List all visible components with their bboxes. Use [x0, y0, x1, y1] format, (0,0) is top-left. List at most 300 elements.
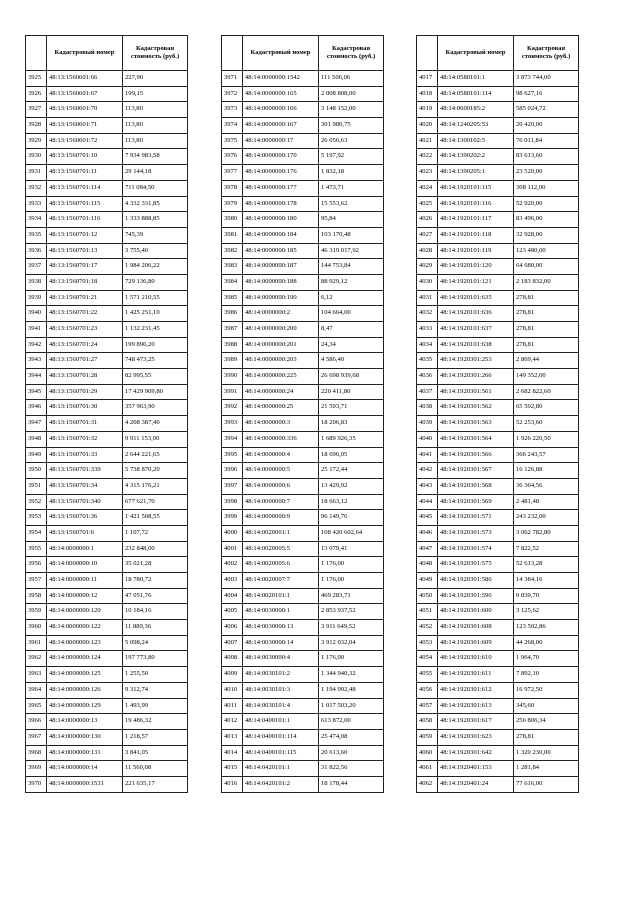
row-number: 3965 — [26, 698, 47, 714]
cadastral-number: 48:13:1560601:71 — [47, 118, 123, 134]
table-row — [222, 573, 384, 589]
cadastral-number: 48:14:1920301:610 — [438, 651, 514, 667]
row-number: 4029 — [417, 259, 438, 275]
row-number: 4054 — [417, 651, 438, 667]
row-number: 4057 — [417, 698, 438, 714]
row-number: 3983 — [222, 259, 243, 275]
cadastral-number: 48:13:1560701:340 — [47, 494, 123, 510]
cadastral-number: 48:14:0000000:180 — [243, 212, 319, 228]
row-number: 4015 — [222, 761, 243, 777]
cadastral-number: 48:13:1560701:23 — [47, 322, 123, 338]
cadastral-number: 48:14:1920301:611 — [438, 667, 514, 683]
cadastral-number: 48:13:1560701:12 — [47, 227, 123, 243]
row-number: 3998 — [222, 494, 243, 510]
table-row — [417, 400, 579, 416]
table-row — [417, 369, 579, 385]
table-row — [26, 118, 188, 134]
cadastral-number: 48:14:1920101:115 — [438, 180, 514, 196]
cadastral-value: 1 281,84 — [514, 761, 579, 777]
row-number: 3962 — [26, 651, 47, 667]
cadastral-value: 1 320 230,00 — [514, 745, 579, 761]
cadastral-number: 48:14:0030000:13 — [243, 620, 319, 636]
number-header — [222, 36, 243, 71]
table-row — [26, 541, 188, 557]
row-number: 4053 — [417, 635, 438, 651]
cadastral-number: 48:13:1560601:70 — [47, 102, 123, 118]
cadastral-value: 83 496,00 — [514, 212, 579, 228]
row-number: 3925 — [26, 71, 47, 87]
row-number: 3993 — [222, 416, 243, 432]
row-number: 3945 — [26, 384, 47, 400]
cadastral-value: 18 696,05 — [319, 447, 384, 463]
table-row — [417, 698, 579, 714]
cadastral-number: 48:14:0000000:10 — [47, 557, 123, 573]
table-row — [26, 369, 188, 385]
cadastral-value: 83 613,60 — [514, 149, 579, 165]
cadastral-value: 4 315 176,21 — [123, 478, 188, 494]
row-number: 4028 — [417, 243, 438, 259]
row-number: 3938 — [26, 274, 47, 290]
table-row — [222, 729, 384, 745]
table-row — [417, 196, 579, 212]
cadastral-value: 26 698 939,68 — [319, 369, 384, 385]
row-number: 3956 — [26, 557, 47, 573]
table-row — [26, 71, 188, 87]
cadastral-number: 48:14:1920301:253 — [438, 353, 514, 369]
cadastral-value: 2 853 937,52 — [319, 604, 384, 620]
table-row — [26, 729, 188, 745]
cadastral-value: 357 963,90 — [123, 400, 188, 416]
cadastral-number: 48:14:1920301:561 — [438, 384, 514, 400]
table-row — [417, 86, 579, 102]
number-header — [26, 36, 47, 71]
cadastral-value: 1 255,50 — [123, 667, 188, 683]
cadastral-value: 4 208 387,40 — [123, 416, 188, 432]
table-row — [222, 635, 384, 651]
table-row — [26, 745, 188, 761]
cadastral-value: 5 738 870,20 — [123, 463, 188, 479]
cadastral-value: 123 502,86 — [514, 620, 579, 636]
table-row — [222, 274, 384, 290]
cadastral-number: 48:14:0000000:5 — [243, 463, 319, 479]
table-row — [222, 369, 384, 385]
row-number: 3958 — [26, 588, 47, 604]
row-number: 3927 — [26, 102, 47, 118]
cadastral-value: 278,81 — [514, 306, 579, 322]
cadastral-value: 15 553,62 — [319, 196, 384, 212]
cadastral-value: 111 506,06 — [319, 71, 384, 87]
cadastral-value: 345,60 — [514, 698, 579, 714]
cadastral-value: 1 832,18 — [319, 165, 384, 181]
cadastral-number-header: Кадастровый номер — [243, 36, 319, 71]
row-number: 3964 — [26, 682, 47, 698]
table-row — [222, 71, 384, 87]
cadastral-value: 113,80 — [123, 118, 188, 134]
row-number: 3936 — [26, 243, 47, 259]
table-row — [222, 384, 384, 400]
table-row — [26, 714, 188, 730]
cadastral-number: 48:14:1920301:568 — [438, 478, 514, 494]
cadastral-number: 48:14:1920101:636 — [438, 306, 514, 322]
row-number: 3941 — [26, 322, 47, 338]
table-row — [222, 86, 384, 102]
cadastral-value: 3 125,62 — [514, 604, 579, 620]
row-number: 4036 — [417, 369, 438, 385]
row-number: 4000 — [222, 525, 243, 541]
cadastral-value: 18 206,83 — [319, 416, 384, 432]
cadastral-value: 278,81 — [514, 322, 579, 338]
table-row — [222, 667, 384, 683]
cadastral-number: 48:14:1920101:635 — [438, 290, 514, 306]
cadastral-value: 1 689 926,35 — [319, 431, 384, 447]
cadastral-number: 48:14:0000000:184 — [243, 227, 319, 243]
table-row — [222, 337, 384, 353]
row-number: 3973 — [222, 102, 243, 118]
row-number: 4056 — [417, 682, 438, 698]
row-number: 3954 — [26, 525, 47, 541]
table-row — [26, 478, 188, 494]
table-row — [222, 431, 384, 447]
cadastral-value: 20 613,60 — [319, 745, 384, 761]
cadastral-value-header: Кадастровая стоимость (руб.) — [514, 36, 579, 71]
table-row — [417, 384, 579, 400]
cadastral-value: 2 682 822,60 — [514, 384, 579, 400]
table-row — [222, 776, 384, 792]
table-row — [222, 416, 384, 432]
table-row — [417, 180, 579, 196]
cadastral-value: 95,84 — [319, 212, 384, 228]
cadastral-number: 48:14:0020001:1 — [243, 525, 319, 541]
cadastral-value: 77 616,00 — [514, 776, 579, 792]
cadastral-value: 47 051,76 — [123, 588, 188, 604]
table-row — [26, 682, 188, 698]
row-number: 4024 — [417, 180, 438, 196]
table-row — [417, 541, 579, 557]
cadastral-number: 48:14:1920101:119 — [438, 243, 514, 259]
cadastral-value: 308 112,00 — [514, 180, 579, 196]
row-number: 3957 — [26, 573, 47, 589]
cadastral-number: 48:14:0000000:6 — [243, 478, 319, 494]
row-number: 4017 — [417, 71, 438, 87]
cadastral-value: 745,39 — [123, 227, 188, 243]
row-number: 3932 — [26, 180, 47, 196]
cadastral-value: 199,15 — [123, 86, 188, 102]
table-row — [222, 557, 384, 573]
cadastral-value: 35 021,28 — [123, 557, 188, 573]
cadastral-number: 48:14:0000000:9 — [243, 510, 319, 526]
table-row — [222, 149, 384, 165]
cadastral-value: 82 995,55 — [123, 369, 188, 385]
table-row — [417, 447, 579, 463]
table-row — [26, 306, 188, 322]
cadastral-number: 48:14:1920301:567 — [438, 463, 514, 479]
table-row — [222, 682, 384, 698]
cadastral-number: 48:14:1920401:24 — [438, 776, 514, 792]
row-number: 4050 — [417, 588, 438, 604]
row-number: 4035 — [417, 353, 438, 369]
table-row — [417, 494, 579, 510]
cadastral-table-1 — [25, 35, 188, 793]
table-row — [26, 604, 188, 620]
table-header-row — [417, 36, 579, 71]
cadastral-value: 5 197,92 — [319, 149, 384, 165]
cadastral-value: 1 425 251,10 — [123, 306, 188, 322]
cadastral-value: 24,34 — [319, 337, 384, 353]
row-number: 3949 — [26, 447, 47, 463]
row-number: 3950 — [26, 463, 47, 479]
cadastral-number: 48:14:1920101:120 — [438, 259, 514, 275]
table-row — [222, 604, 384, 620]
table-row — [417, 745, 579, 761]
cadastral-number: 48:13:1560701:36 — [47, 510, 123, 526]
row-number: 4030 — [417, 274, 438, 290]
table-row — [417, 71, 579, 87]
cadastral-value: 98 627,16 — [514, 86, 579, 102]
table-row — [26, 353, 188, 369]
cadastral-value: 677 621,70 — [123, 494, 188, 510]
cadastral-number: 48:14:0000000:123 — [47, 635, 123, 651]
cadastral-number: 48:14:1300102:5 — [438, 133, 514, 149]
cadastral-value: 227,90 — [123, 71, 188, 87]
table-row — [26, 400, 188, 416]
table-row — [417, 620, 579, 636]
row-number: 3980 — [222, 212, 243, 228]
cadastral-number: 48:14:1920301:586 — [438, 573, 514, 589]
row-number: 3926 — [26, 86, 47, 102]
row-number: 3990 — [222, 369, 243, 385]
row-number: 3967 — [26, 729, 47, 745]
cadastral-value: 301 980,75 — [319, 118, 384, 134]
table-row — [26, 667, 188, 683]
table-row — [26, 322, 188, 338]
table-row — [26, 290, 188, 306]
row-number: 3943 — [26, 353, 47, 369]
row-number: 3984 — [222, 274, 243, 290]
table-row — [26, 776, 188, 792]
row-number: 3974 — [222, 118, 243, 134]
table-row — [417, 635, 579, 651]
row-number: 4020 — [417, 118, 438, 134]
cadastral-value: 21 593,71 — [319, 400, 384, 416]
cadastral-value: 220 411,80 — [319, 384, 384, 400]
cadastral-value: 1 017 503,20 — [319, 698, 384, 714]
row-number: 4022 — [417, 149, 438, 165]
row-number: 4033 — [417, 322, 438, 338]
cadastral-number: 48:13:1560701:33 — [47, 447, 123, 463]
table-row — [222, 447, 384, 463]
table-row — [417, 133, 579, 149]
cadastral-value: 149 352,00 — [514, 369, 579, 385]
row-number: 3959 — [26, 604, 47, 620]
cadastral-number: 48:14:1920301:571 — [438, 510, 514, 526]
row-number: 4016 — [222, 776, 243, 792]
cadastral-value: 5 098,24 — [123, 635, 188, 651]
cadastral-number: 48:14:1920301:609 — [438, 635, 514, 651]
cadastral-number: 48:14:0000000:201 — [243, 337, 319, 353]
cadastral-value: 256 806,34 — [514, 714, 579, 730]
table-row — [417, 118, 579, 134]
cadastral-value: 6,12 — [319, 290, 384, 306]
cadastral-number: 48:14:0580101:114 — [438, 86, 514, 102]
cadastral-number: 48:14:0030000:1 — [243, 604, 319, 620]
table-row — [222, 714, 384, 730]
row-number: 3929 — [26, 133, 47, 149]
table-row — [26, 510, 188, 526]
cadastral-value: 26 056,63 — [319, 133, 384, 149]
table-row — [222, 620, 384, 636]
table-row — [417, 259, 579, 275]
table-row — [222, 588, 384, 604]
table-header-row — [26, 36, 188, 71]
cadastral-value: 1 926 220,50 — [514, 431, 579, 447]
cadastral-number: 48:13:1560701:17 — [47, 259, 123, 275]
table-row — [417, 667, 579, 683]
table-row — [222, 353, 384, 369]
cadastral-value: 7 892,10 — [514, 667, 579, 683]
row-number: 4051 — [417, 604, 438, 620]
table-row — [417, 776, 579, 792]
cadastral-number: 48:14:0000000:190 — [243, 290, 319, 306]
cadastral-value: 1 964,70 — [514, 651, 579, 667]
cadastral-value: 1 473,71 — [319, 180, 384, 196]
table-row — [26, 557, 188, 573]
cadastral-value: 366 243,57 — [514, 447, 579, 463]
cadastral-value: 3 148 152,00 — [319, 102, 384, 118]
cadastral-number: 48:14:0000000:12 — [47, 588, 123, 604]
row-number: 3934 — [26, 212, 47, 228]
row-number: 4058 — [417, 714, 438, 730]
cadastral-value: 64 680,00 — [514, 259, 579, 275]
table-row — [26, 620, 188, 636]
cadastral-number: 48:13:1560601:67 — [47, 86, 123, 102]
cadastral-number: 48:14:1920301:266 — [438, 369, 514, 385]
cadastral-number: 48:14:0000000:130 — [47, 729, 123, 745]
table-row — [26, 761, 188, 777]
cadastral-value: 3 755,40 — [123, 243, 188, 259]
cadastral-number: 48:14:0020101:1 — [243, 588, 319, 604]
cadastral-number: 48:14:0030000:14 — [243, 635, 319, 651]
table-row — [26, 227, 188, 243]
table-row — [26, 133, 188, 149]
cadastral-value: 4 586,40 — [319, 353, 384, 369]
cadastral-value: 16 972,50 — [514, 682, 579, 698]
cadastral-number: 48:14:0000000:185 — [243, 243, 319, 259]
row-number: 3991 — [222, 384, 243, 400]
table-row — [222, 180, 384, 196]
table-row — [26, 337, 188, 353]
table-row — [222, 745, 384, 761]
cadastral-value: 25 474,08 — [319, 729, 384, 745]
cadastral-value: 25 172,44 — [319, 463, 384, 479]
cadastral-value: 16 126,88 — [514, 463, 579, 479]
cadastral-value: 19 486,32 — [123, 714, 188, 730]
cadastral-number: 48:13:1560701:18 — [47, 274, 123, 290]
table-row — [222, 400, 384, 416]
row-number: 3951 — [26, 478, 47, 494]
cadastral-number: 48:14:0420101:1 — [243, 761, 319, 777]
cadastral-value: 729 136,80 — [123, 274, 188, 290]
table-row — [26, 447, 188, 463]
cadastral-number: 48:14:0000000:170 — [243, 149, 319, 165]
cadastral-number: 48:14:0000000:4 — [243, 447, 319, 463]
table-row — [417, 525, 579, 541]
cadastral-number: 48:14:0020005:5 — [243, 541, 319, 557]
table-body — [222, 71, 384, 793]
cadastral-number: 48:14:0000000:129 — [47, 698, 123, 714]
row-number: 4006 — [222, 620, 243, 636]
row-number: 4055 — [417, 667, 438, 683]
cadastral-value: 36 364,56 — [514, 478, 579, 494]
cadastral-number: 48:14:0030101:3 — [243, 682, 319, 698]
cadastral-number: 48:14:0000000:176 — [243, 165, 319, 181]
row-number: 3947 — [26, 416, 47, 432]
table-row — [26, 165, 188, 181]
cadastral-value: 199 896,20 — [123, 337, 188, 353]
row-number: 3969 — [26, 761, 47, 777]
table-row — [26, 525, 188, 541]
cadastral-value: 1 194 992,48 — [319, 682, 384, 698]
table-row — [26, 573, 188, 589]
row-number: 4046 — [417, 525, 438, 541]
cadastral-value: 44 268,00 — [514, 635, 579, 651]
row-number: 3942 — [26, 337, 47, 353]
row-number: 3948 — [26, 431, 47, 447]
cadastral-value: 3 062 782,80 — [514, 525, 579, 541]
cadastral-number: 48:14:0400101:115 — [243, 745, 319, 761]
cadastral-number: 48:14:0000000:187 — [243, 259, 319, 275]
cadastral-table-3 — [416, 35, 579, 793]
row-number: 4009 — [222, 667, 243, 683]
table-row — [417, 714, 579, 730]
cadastral-number: 48:14:0000000:165 — [243, 86, 319, 102]
cadastral-value: 46 319 017,92 — [319, 243, 384, 259]
table-row — [26, 259, 188, 275]
cadastral-number: 48:14:0000000:203 — [243, 353, 319, 369]
row-number: 4021 — [417, 133, 438, 149]
cadastral-value: 2 481,48 — [514, 494, 579, 510]
table-row — [417, 573, 579, 589]
cadastral-number: 48:14:1920301:623 — [438, 729, 514, 745]
cadastral-value: 18 178,44 — [319, 776, 384, 792]
table-row — [222, 651, 384, 667]
table-row — [222, 133, 384, 149]
cadastral-value: 11 560,08 — [123, 761, 188, 777]
cadastral-table-2 — [221, 35, 384, 793]
cadastral-number: 48:14:0000000:7 — [243, 494, 319, 510]
cadastral-value: 9 312,74 — [123, 682, 188, 698]
table-row — [26, 635, 188, 651]
cadastral-number: 48:14:0400101:1 — [243, 714, 319, 730]
row-number: 4040 — [417, 431, 438, 447]
cadastral-value: 1 218,57 — [123, 729, 188, 745]
cadastral-number: 48:14:0000000:120 — [47, 604, 123, 620]
cadastral-number: 48:13:1560701:10 — [47, 149, 123, 165]
number-header — [417, 36, 438, 71]
cadastral-number: 48:14:1920401:153 — [438, 761, 514, 777]
cadastral-number: 48:14:1390205:1 — [438, 165, 514, 181]
cadastral-value: 18 663,12 — [319, 494, 384, 510]
cadastral-number: 48:14:1920301:566 — [438, 447, 514, 463]
table-row — [417, 463, 579, 479]
table-row — [26, 651, 188, 667]
row-number: 4013 — [222, 729, 243, 745]
row-number: 4044 — [417, 494, 438, 510]
row-number: 4026 — [417, 212, 438, 228]
table-row — [417, 588, 579, 604]
row-number: 4062 — [417, 776, 438, 792]
cadastral-number: 48:13:1560701:115 — [47, 196, 123, 212]
row-number: 3944 — [26, 369, 47, 385]
